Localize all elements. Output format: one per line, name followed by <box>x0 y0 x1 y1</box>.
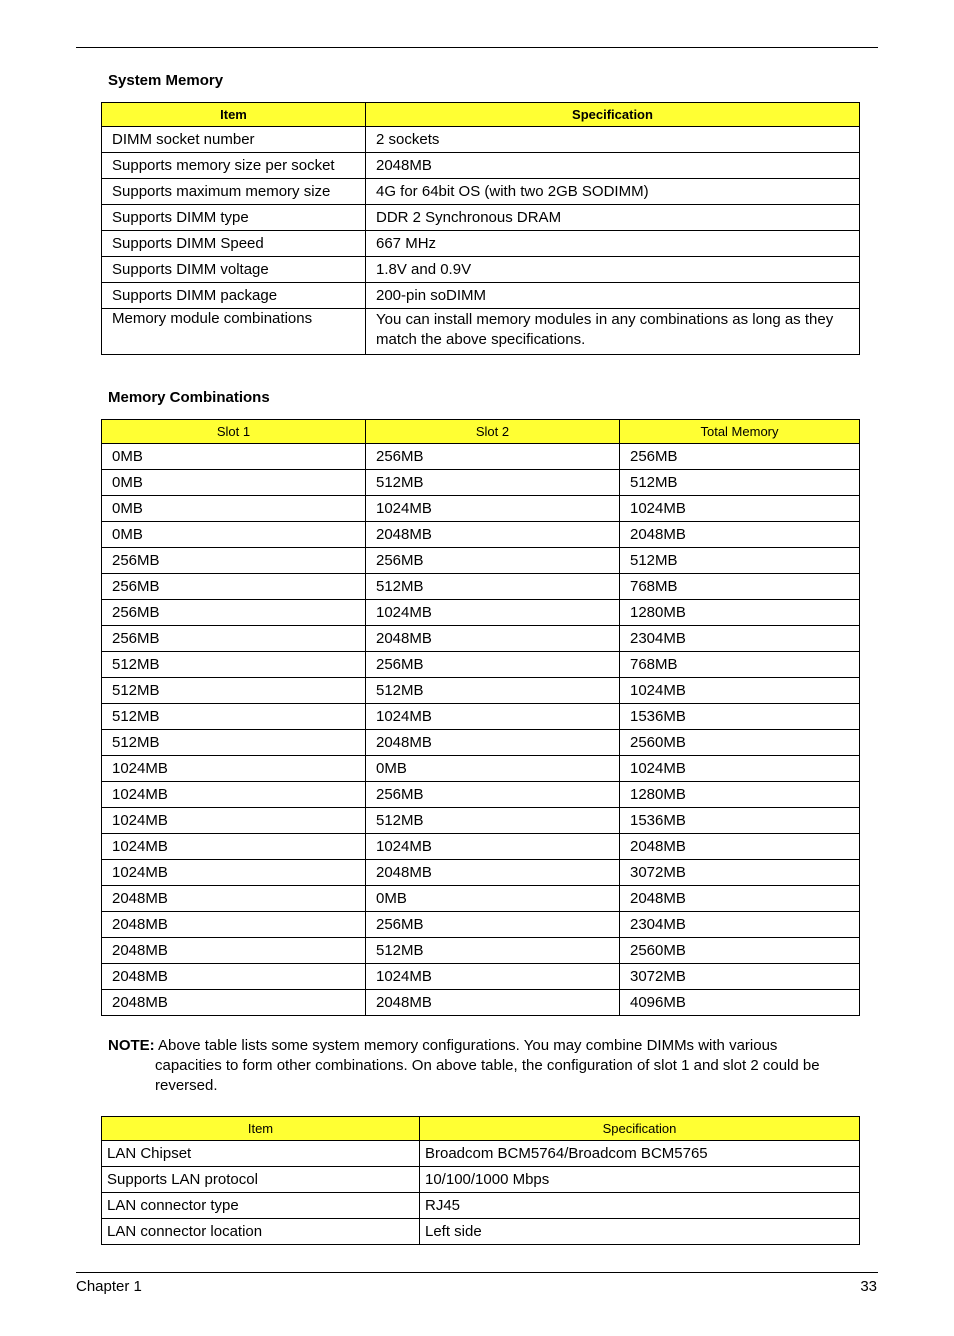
table-cell: 2048MB <box>102 938 366 964</box>
table-cell: 0MB <box>102 496 366 522</box>
footer-page-number: 33 <box>860 1278 877 1295</box>
table-cell: 512MB <box>102 652 366 678</box>
table-row <box>102 309 860 355</box>
table-row <box>102 127 860 153</box>
table-row <box>102 964 860 990</box>
table-cell: DDR 2 Synchronous DRAM <box>366 205 860 231</box>
table-cell: 256MB <box>102 600 366 626</box>
table-row <box>102 548 860 574</box>
table-cell: Supports LAN protocol <box>102 1167 420 1193</box>
table-cell: 0MB <box>102 470 366 496</box>
table-cell: 1280MB <box>620 782 860 808</box>
table-cell: 2304MB <box>620 912 860 938</box>
column-header: Item <box>102 103 366 127</box>
table-cell: 3072MB <box>620 964 860 990</box>
table-cell: 512MB <box>102 678 366 704</box>
table-row <box>102 496 860 522</box>
table-cell: 256MB <box>366 444 620 470</box>
table-cell: 2048MB <box>620 886 860 912</box>
table-cell: 2304MB <box>620 626 860 652</box>
table-cell: 768MB <box>620 574 860 600</box>
table-cell: 0MB <box>366 886 620 912</box>
table-row <box>102 1141 860 1167</box>
footer-rule <box>76 1272 878 1273</box>
column-header: Slot 1 <box>102 420 366 444</box>
table-cell: 2048MB <box>102 990 366 1016</box>
table-row <box>102 652 860 678</box>
table-row <box>102 704 860 730</box>
table-row <box>102 231 860 257</box>
table-cell: DIMM socket number <box>102 127 366 153</box>
table-cell: 1024MB <box>366 496 620 522</box>
note-paragraph <box>108 1036 860 1096</box>
table-cell: 2048MB <box>102 886 366 912</box>
table-row <box>102 1193 860 1219</box>
table-cell: 1024MB <box>102 834 366 860</box>
table-cell: 2 sockets <box>366 127 860 153</box>
table-cell: 512MB <box>102 730 366 756</box>
note-text-first: Above table lists some system memory configurations. You may combine DIMMs with various <box>158 1037 778 1054</box>
table-row <box>102 574 860 600</box>
table-cell: 512MB <box>102 704 366 730</box>
table-cell: 512MB <box>366 678 620 704</box>
table-cell: 2048MB <box>366 990 620 1016</box>
table-cell: 2048MB <box>366 153 860 179</box>
table-cell: 2048MB <box>620 834 860 860</box>
table-cell: 1536MB <box>620 808 860 834</box>
table-row <box>102 730 860 756</box>
table-cell: 512MB <box>366 938 620 964</box>
table-cell: 0MB <box>102 444 366 470</box>
table-cell: 2048MB <box>102 964 366 990</box>
table-cell: 2048MB <box>366 730 620 756</box>
table-cell: 1024MB <box>102 756 366 782</box>
top-rule <box>76 47 878 48</box>
table-cell: 1024MB <box>102 808 366 834</box>
column-header: Item <box>102 1117 420 1141</box>
table-cell: 1024MB <box>366 964 620 990</box>
table-cell: 256MB <box>366 652 620 678</box>
table-row <box>102 522 860 548</box>
table-cell: 1024MB <box>366 704 620 730</box>
note-text-rest: capacities to form other combinations. On above table, the configuration of slot 1 and slot 2 could be reversed. <box>155 1057 820 1094</box>
table-cell: 256MB <box>102 574 366 600</box>
table-cell: 1024MB <box>102 782 366 808</box>
table-row <box>102 283 860 309</box>
table-cell: Memory module combinations <box>102 309 366 355</box>
table-cell: 2560MB <box>620 730 860 756</box>
table-row <box>102 834 860 860</box>
table-row <box>102 179 860 205</box>
memory-combinations-heading: Memory Combinations <box>108 389 270 406</box>
table-cell: LAN connector location <box>102 1219 420 1245</box>
footer-chapter: Chapter 1 <box>76 1278 142 1295</box>
table-row <box>102 912 860 938</box>
system-memory-heading: System Memory <box>108 72 224 89</box>
table-cell: 256MB <box>102 548 366 574</box>
table-cell: 0MB <box>102 522 366 548</box>
table-row <box>102 470 860 496</box>
table-cell: 512MB <box>366 574 620 600</box>
table-cell: RJ45 <box>420 1193 860 1219</box>
table-cell: 1536MB <box>620 704 860 730</box>
table-cell: 200-pin soDIMM <box>366 283 860 309</box>
table-cell: 512MB <box>366 808 620 834</box>
memory-combinations-table <box>101 419 860 1016</box>
table-cell: 256MB <box>366 782 620 808</box>
table-row <box>102 1167 860 1193</box>
table-cell: Supports memory size per socket <box>102 153 366 179</box>
note-label: NOTE: <box>108 1037 155 1054</box>
table-row <box>102 782 860 808</box>
table-cell: You can install memory modules in any combinations as long as they match the above specifications. <box>366 309 860 355</box>
table-cell: LAN Chipset <box>102 1141 420 1167</box>
table-header-row <box>102 420 860 444</box>
table-cell: 1280MB <box>620 600 860 626</box>
column-header: Specification <box>366 103 860 127</box>
table-cell: 2048MB <box>620 522 860 548</box>
table-cell: 1024MB <box>620 496 860 522</box>
table-cell: 2048MB <box>366 522 620 548</box>
table-row <box>102 990 860 1016</box>
table-row <box>102 257 860 283</box>
table-cell: Supports DIMM package <box>102 283 366 309</box>
table-row <box>102 205 860 231</box>
table-cell: 1024MB <box>620 678 860 704</box>
column-header: Slot 2 <box>366 420 620 444</box>
table-cell: Supports DIMM Speed <box>102 231 366 257</box>
table-cell: 1024MB <box>366 834 620 860</box>
table-cell: 1024MB <box>102 860 366 886</box>
column-header: Specification <box>420 1117 860 1141</box>
table-header-row <box>102 103 860 127</box>
table-cell: 1024MB <box>366 600 620 626</box>
table-cell: 4G for 64bit OS (with two 2GB SODIMM) <box>366 179 860 205</box>
table-cell: 512MB <box>620 470 860 496</box>
table-row <box>102 444 860 470</box>
table-row <box>102 600 860 626</box>
table-cell: 1.8V and 0.9V <box>366 257 860 283</box>
table-cell: 256MB <box>620 444 860 470</box>
table-row <box>102 756 860 782</box>
table-cell: 768MB <box>620 652 860 678</box>
table-row <box>102 860 860 886</box>
table-cell: Supports DIMM voltage <box>102 257 366 283</box>
table-cell: 2560MB <box>620 938 860 964</box>
table-cell: LAN connector type <box>102 1193 420 1219</box>
table-cell: 256MB <box>366 912 620 938</box>
table-cell: 2048MB <box>102 912 366 938</box>
table-cell: 512MB <box>366 470 620 496</box>
column-header: Total Memory <box>620 420 860 444</box>
table-cell: 667 MHz <box>366 231 860 257</box>
table-cell: 2048MB <box>366 626 620 652</box>
table-cell: Supports maximum memory size <box>102 179 366 205</box>
table-cell: 2048MB <box>366 860 620 886</box>
table-row <box>102 678 860 704</box>
table-row <box>102 938 860 964</box>
table-cell: 0MB <box>366 756 620 782</box>
lan-table <box>101 1116 860 1245</box>
table-cell: 256MB <box>366 548 620 574</box>
table-cell: Supports DIMM type <box>102 205 366 231</box>
table-cell: 256MB <box>102 626 366 652</box>
table-cell: 512MB <box>620 548 860 574</box>
table-cell: 4096MB <box>620 990 860 1016</box>
table-row <box>102 1219 860 1245</box>
table-cell: Left side <box>420 1219 860 1245</box>
table-cell: Broadcom BCM5764/Broadcom BCM5765 <box>420 1141 860 1167</box>
table-row <box>102 626 860 652</box>
table-row <box>102 808 860 834</box>
table-row <box>102 886 860 912</box>
table-cell: 10/100/1000 Mbps <box>420 1167 860 1193</box>
table-cell: 3072MB <box>620 860 860 886</box>
table-header-row <box>102 1117 860 1141</box>
table-cell: 1024MB <box>620 756 860 782</box>
system-memory-table <box>101 102 860 355</box>
table-row <box>102 153 860 179</box>
